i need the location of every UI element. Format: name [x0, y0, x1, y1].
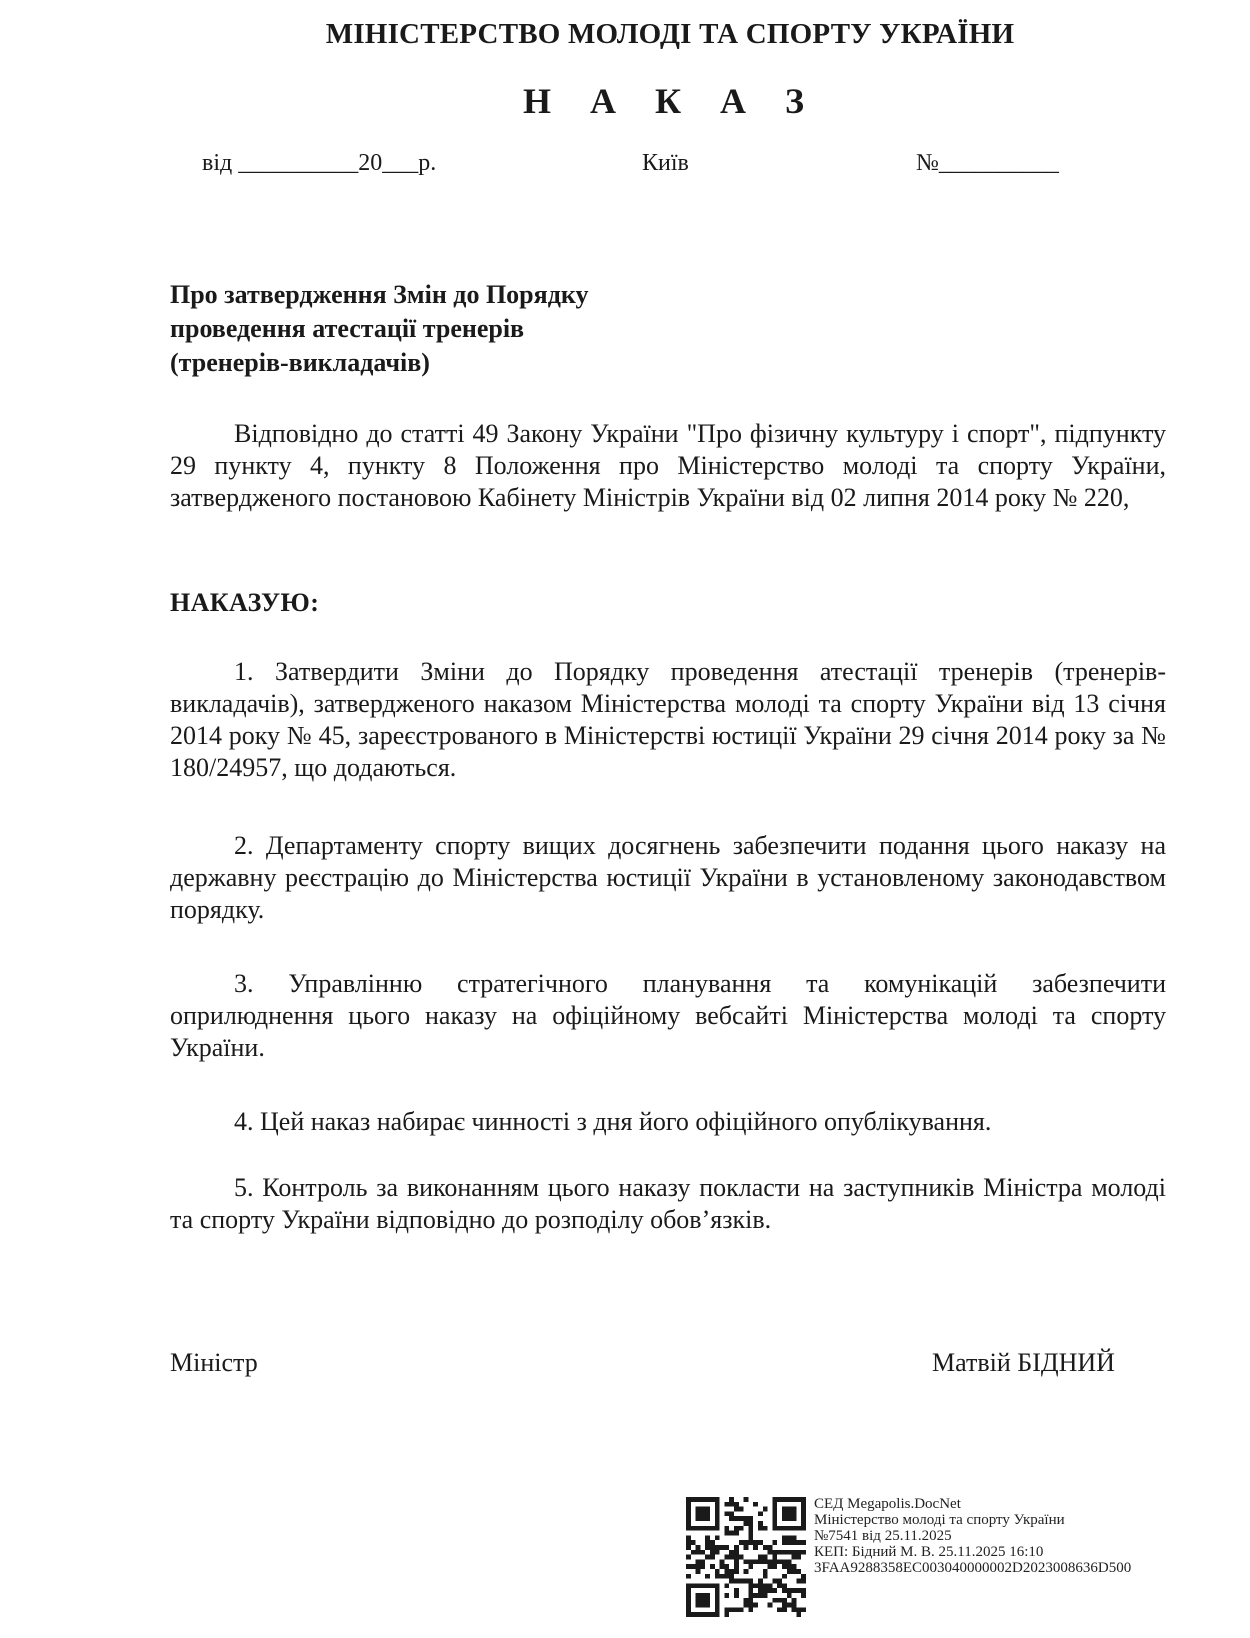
stamp-line: 3FAA9288358EC003040000002D2023008636D500 [814, 1560, 1132, 1576]
subject-line: (тренерів-викладачів) [170, 348, 430, 377]
stamp-line: Міністерство молоді та спорту України [814, 1512, 1065, 1528]
order-item-5: 5. Контроль за виконанням цього наказу покласти на заступників Міністра молоді та спорту України відповідно до розподілу обов’язків. [170, 1173, 1166, 1234]
subject-line: проведення атестації тренерів [170, 314, 525, 343]
qr-code-icon [686, 1497, 806, 1617]
order-item-4: 4. Цей наказ набирає чинності з дня його офіційного опублікування. [234, 1107, 992, 1136]
signer-name: Матвій БІДНИЙ [932, 1348, 1115, 1377]
decree-heading: НАКАЗУЮ: [170, 588, 320, 617]
order-city: Київ [642, 150, 689, 176]
order-date-field: від __________20___р. [202, 150, 437, 176]
order-item-3: 3. Управлінню стратегічного планування та комунікацій забезпечити оприлюднення цього наказу на офіційному вебсайті Міністерства молоді та спорту України. [170, 969, 1166, 1062]
ministry-heading: МІНІСТЕРСТВО МОЛОДІ ТА СПОРТУ УКРАЇНИ [325, 18, 1015, 50]
stamp-line: КЕП: Бідний М. В. 25.11.2025 16:10 [814, 1544, 1044, 1560]
subject-line: Про затвердження Змін до Порядку [170, 280, 589, 309]
stamp-line: СЕД Megapolis.DocNet [814, 1496, 961, 1512]
document-type-title: Н А К А З [522, 81, 820, 121]
signer-title: Міністр [170, 1348, 258, 1377]
electronic-signature-stamp [814, 1496, 1131, 1576]
order-subject [170, 278, 588, 380]
order-item-1: 1. Затвердити Зміни до Порядку проведення атестації тренерів (тренерів-викладачів), затвердженого наказом Міністерства молоді та спорту України від 13 січня 2014 року № 45, зареєстрованого в Міністерстві юстиції України 29 січня 2014 року за № 180/24957, що додаються. [170, 657, 1166, 782]
preamble-paragraph: Відповідно до статті 49 Закону України "Про фізичну культуру і спорт", підпункту 29 пункту 4, пункту 8 Положення про Міністерство молоді та спорту України, затвердженого постановою Кабінету Міністрів України від 02 липня 2014 року № 220, [170, 419, 1166, 512]
stamp-line: №7541 від 25.11.2025 [814, 1528, 952, 1544]
order-item-2: 2. Департаменту спорту вищих досягнень забезпечити подання цього наказу на державну реєстрацію до Міністерства юстиції України в установленому законодавством порядку. [170, 831, 1166, 924]
order-number-field: №__________ [916, 150, 1059, 176]
